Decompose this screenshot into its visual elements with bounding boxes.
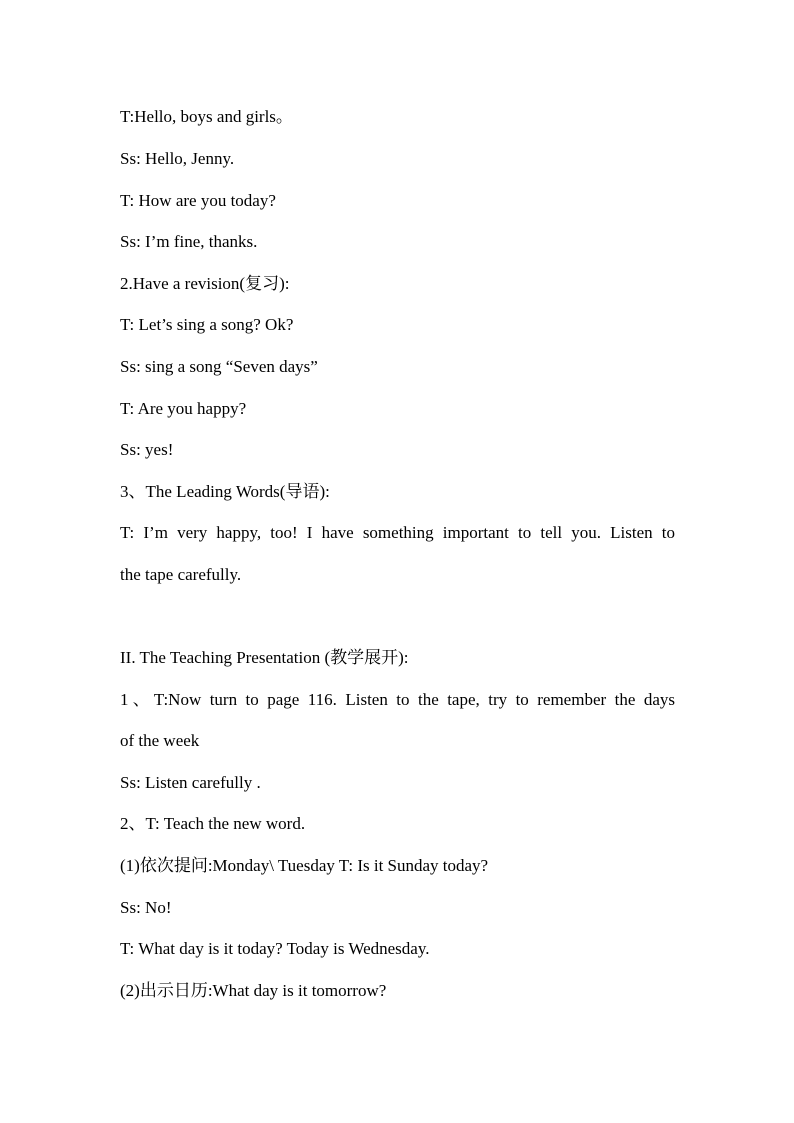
section-heading: 3、The Leading Words(导语): [120, 482, 330, 501]
dialogue-line: T: I’m very happy, too! I have something important to tell you. Listen to [120, 523, 675, 542]
dialogue-line: Ss: No! [120, 898, 172, 917]
instruction-line: (1)依次提问:Monday\ Tuesday T: Is it Sunday today? [120, 856, 489, 875]
instruction-line: 2、T: Teach the new word. [120, 814, 306, 833]
dialogue-line: the tape carefully. [120, 565, 242, 584]
dialogue-line: Ss: Hello, Jenny. [120, 149, 235, 168]
dialogue-line: T: How are you today? [120, 191, 276, 210]
instruction-line: (2)出示日历:What day is it tomorrow? [120, 981, 387, 1000]
section-heading: II. The Teaching Presentation (教学展开): [120, 648, 409, 667]
dialogue-line: T: Let’s sing a song? Ok? [120, 315, 294, 334]
dialogue-line: Ss: sing a song “Seven days” [120, 357, 318, 376]
instruction-line: 1、T:Now turn to page 116. Listen to the tape, try to remember the days [120, 690, 675, 709]
section-heading: 2.Have a revision(复习): [120, 274, 290, 293]
dialogue-line: T: What day is it today? Today is Wednesday. [120, 939, 430, 958]
dialogue-line: Ss: I’m fine, thanks. [120, 232, 258, 251]
dialogue-line: T: Are you happy? [120, 399, 247, 418]
instruction-line: of the week [120, 731, 200, 750]
dialogue-line: Ss: yes! [120, 440, 174, 459]
dialogue-line: T:Hello, boys and girls。 [120, 107, 293, 126]
dialogue-line: Ss: Listen carefully . [120, 773, 261, 792]
